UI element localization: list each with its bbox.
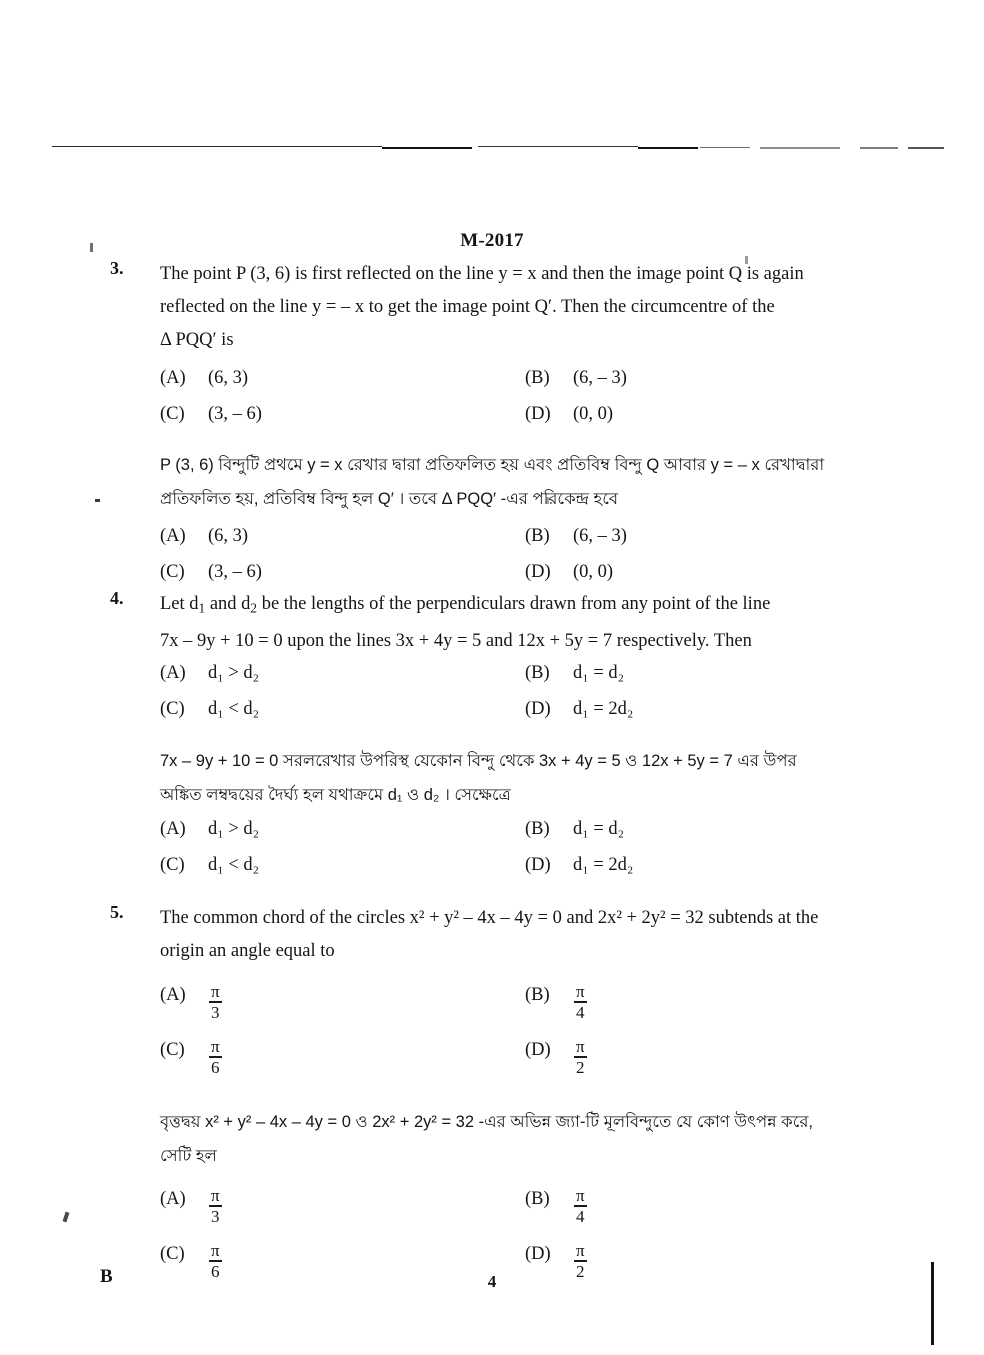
question-body-3 — [160, 258, 860, 598]
stem-subscript: 2 — [250, 600, 258, 616]
scan-artifact-line — [908, 147, 944, 149]
fraction-numerator: π — [211, 1037, 220, 1056]
option-tag: (A) — [160, 662, 186, 683]
option-tag: (C) — [160, 854, 185, 875]
fraction-denominator: 3 — [211, 1206, 220, 1226]
option-tag: (C) — [160, 562, 185, 582]
question-4-options-en — [160, 663, 860, 735]
option-tag: (B) — [525, 662, 550, 683]
fraction-numerator: π — [211, 1186, 220, 1205]
option-tag: (C) — [160, 698, 185, 719]
booklet-code: B — [100, 1266, 113, 1287]
option-value: d₁ = 2d₂ — [573, 698, 634, 719]
option-tag: (A) — [160, 1189, 186, 1209]
option-tag: (B) — [525, 526, 550, 546]
option-tag: (C) — [160, 1040, 185, 1060]
scan-artifact-speck — [63, 1212, 70, 1223]
option-value: (3, – 6) — [208, 404, 262, 424]
option-4-en-d[interactable] — [525, 699, 633, 720]
question-4-stem-en-line1 — [160, 588, 860, 625]
option-tag: (C) — [160, 1244, 185, 1264]
option-tag: (B) — [525, 1189, 550, 1209]
option-5-en-a[interactable] — [160, 982, 223, 1023]
question-number-3: 3. — [110, 258, 124, 278]
question-number-5: 5. — [110, 902, 124, 922]
question-number-4: 4. — [110, 588, 124, 608]
option-row — [160, 855, 860, 891]
option-row — [160, 404, 860, 440]
option-value-fraction — [208, 1038, 223, 1076]
option-4-en-c[interactable] — [160, 699, 259, 720]
option-tag: (A) — [160, 526, 186, 546]
option-value-fraction — [208, 1187, 223, 1225]
question-5-options-en — [160, 982, 860, 1095]
option-tag: (D) — [525, 404, 551, 424]
option-3-bn-b[interactable] — [525, 526, 627, 547]
fraction-numerator: π — [576, 1241, 585, 1260]
fraction-denominator: 2 — [576, 1261, 585, 1281]
option-3-bn-d[interactable] — [525, 562, 613, 583]
option-4-bn-a[interactable] — [160, 819, 259, 840]
option-5-en-d[interactable] — [525, 1037, 588, 1078]
scan-artifact-line — [760, 147, 840, 149]
option-value-fraction — [573, 1187, 588, 1225]
option-tag: (D) — [525, 698, 551, 719]
option-value: (6, – 3) — [573, 526, 627, 546]
question-5-stem-en-line1: The common chord of the circles x² + y² – 4x – 4y = 0 and 2x² + 2y² = 32 subtends at the — [160, 908, 819, 928]
option-value: d₁ > d₂ — [208, 662, 260, 683]
option-4-bn-b[interactable] — [525, 819, 624, 840]
question-4-stem-en-line2: 7x – 9y + 10 = 0 upon the lines 3x + 4y = 5 and 12x + 5y = 7 respectively. Then — [160, 630, 752, 651]
option-4-en-b[interactable] — [525, 663, 624, 684]
option-tag: (B) — [525, 818, 550, 839]
option-value: (0, 0) — [573, 404, 614, 424]
question-3-stem-bn-line1: P (3, 6) বিন্দুটি প্রথমে y = x রেখার দ্বারা প্রতিফলিত হয় এবং প্রতিবিম্ব বিন্দু Q আবার y = – x রেখাদ্বারা — [160, 456, 825, 474]
option-tag: (C) — [160, 404, 185, 424]
option-4-en-a[interactable] — [160, 663, 259, 684]
option-row — [160, 1037, 860, 1095]
question-3-options-en — [160, 368, 860, 440]
option-value: d₁ = d₂ — [573, 818, 625, 839]
fraction-denominator: 4 — [576, 1002, 585, 1022]
option-tag: (B) — [525, 368, 550, 388]
stem-fragment: Let d — [160, 594, 199, 614]
option-4-bn-d[interactable] — [525, 855, 633, 876]
option-3-en-a[interactable] — [160, 368, 248, 389]
fraction-numerator: π — [576, 1037, 585, 1056]
question-3-stem-en-line2: reflected on the line y = – x to get the image point Q′. Then the circumcentre of the — [160, 297, 775, 317]
option-tag: (A) — [160, 818, 186, 839]
fraction-numerator: π — [576, 1186, 585, 1205]
option-value: (6, 3) — [208, 368, 249, 388]
scan-artifact-line — [860, 147, 898, 149]
scan-artifact-line — [700, 147, 750, 148]
scan-artifact-line — [638, 147, 698, 149]
option-5-en-c[interactable] — [160, 1037, 223, 1078]
option-row — [160, 368, 860, 404]
option-5-bn-b[interactable] — [525, 1186, 588, 1227]
option-tag: (D) — [525, 854, 551, 875]
option-value: (6, – 3) — [573, 368, 627, 388]
document-code: M-2017 — [460, 230, 524, 251]
option-row — [160, 526, 860, 562]
option-3-bn-c[interactable] — [160, 562, 262, 583]
fraction-denominator: 4 — [576, 1206, 585, 1226]
fraction-numerator: π — [211, 1241, 220, 1260]
scan-artifact-speck — [95, 499, 100, 502]
fraction-numerator: π — [576, 982, 585, 1001]
option-value-fraction — [208, 983, 223, 1021]
question-5-stem-bn-line1: বৃত্তদ্বয় x² + y² – 4x – 4y = 0 ও 2x² + 2y² = 32 -এর অভিন্ন জ্যা-টি মূলবিন্দুতে যে কোণ উৎপন্ন করে, — [160, 1113, 814, 1131]
option-value: d₁ > d₂ — [208, 818, 260, 839]
option-value: d₁ < d₂ — [208, 854, 260, 875]
fraction-denominator: 6 — [211, 1261, 220, 1281]
option-tag: (D) — [525, 562, 551, 582]
option-5-bn-a[interactable] — [160, 1186, 223, 1227]
option-tag: (A) — [160, 368, 186, 388]
question-4-stem-bn-line2: অঙ্কিত লম্বদ্বয়ের দৈর্ঘ্য হল যথাক্রমে d₁ ও d₂ । সেক্ষেত্রে — [160, 785, 511, 804]
question-3-stem-en-line3: Δ PQQ′ is — [160, 330, 234, 350]
option-3-en-c[interactable] — [160, 404, 262, 425]
option-3-en-d[interactable] — [525, 404, 613, 425]
question-4-options-bn — [160, 819, 860, 891]
option-tag: (D) — [525, 1040, 551, 1060]
option-value: (6, 3) — [208, 526, 249, 546]
option-row — [160, 1186, 860, 1244]
option-4-bn-c[interactable] — [160, 855, 259, 876]
option-tag: (A) — [160, 985, 186, 1005]
stem-fragment: and d — [205, 594, 251, 614]
option-tag: (D) — [525, 1244, 551, 1264]
scan-artifact-line — [382, 147, 472, 149]
option-tag: (B) — [525, 985, 550, 1005]
option-value: d₁ = 2d₂ — [573, 854, 634, 875]
fraction-denominator: 3 — [211, 1002, 220, 1022]
option-3-bn-a[interactable] — [160, 526, 248, 547]
option-value-fraction — [573, 983, 588, 1021]
question-3-stem-bn-line2: প্রতিফলিত হয়, প্রতিবিম্ব বিন্দু হল Q′ । তবে Δ PQQ′ -এর পরিকেন্দ্র হবে — [160, 490, 619, 508]
scan-artifact-line — [478, 146, 638, 147]
fraction-denominator: 6 — [211, 1057, 220, 1077]
page-number: 4 — [487, 1272, 497, 1291]
option-value: d₁ < d₂ — [208, 698, 260, 719]
question-body-5 — [160, 902, 860, 1299]
option-3-en-b[interactable] — [525, 368, 627, 389]
option-value: (3, – 6) — [208, 562, 262, 582]
question-4-stem-bn-line1: 7x – 9y + 10 = 0 সরলরেখার উপরিস্থ যেকোন বিন্দু থেকে 3x + 4y = 5 ও 12x + 5y = 7 এর উপর — [160, 751, 797, 770]
stem-fragment: be the lengths of the perpendiculars drawn from any point of the line — [257, 594, 771, 614]
option-row — [160, 819, 860, 855]
question-3-stem-en-line1: The point P (3, 6) is first reflected on the line y = x and then the image point Q is again — [160, 264, 804, 284]
fraction-numerator: π — [211, 982, 220, 1001]
question-5-stem-en-line2: origin an angle equal to — [160, 941, 335, 961]
question-body-4 — [160, 588, 860, 891]
fraction-denominator: 2 — [576, 1057, 585, 1077]
option-row — [160, 982, 860, 1040]
option-value: (0, 0) — [573, 562, 614, 582]
stem-subscript: 1 — [198, 600, 206, 616]
option-value-fraction — [573, 1038, 588, 1076]
option-value: d₁ = d₂ — [573, 662, 625, 683]
option-row — [160, 699, 860, 735]
option-row — [160, 663, 860, 699]
question-5-stem-bn-line2: সেটি হল — [160, 1147, 217, 1165]
option-5-en-b[interactable] — [525, 982, 588, 1023]
scan-artifact-line — [52, 146, 382, 147]
